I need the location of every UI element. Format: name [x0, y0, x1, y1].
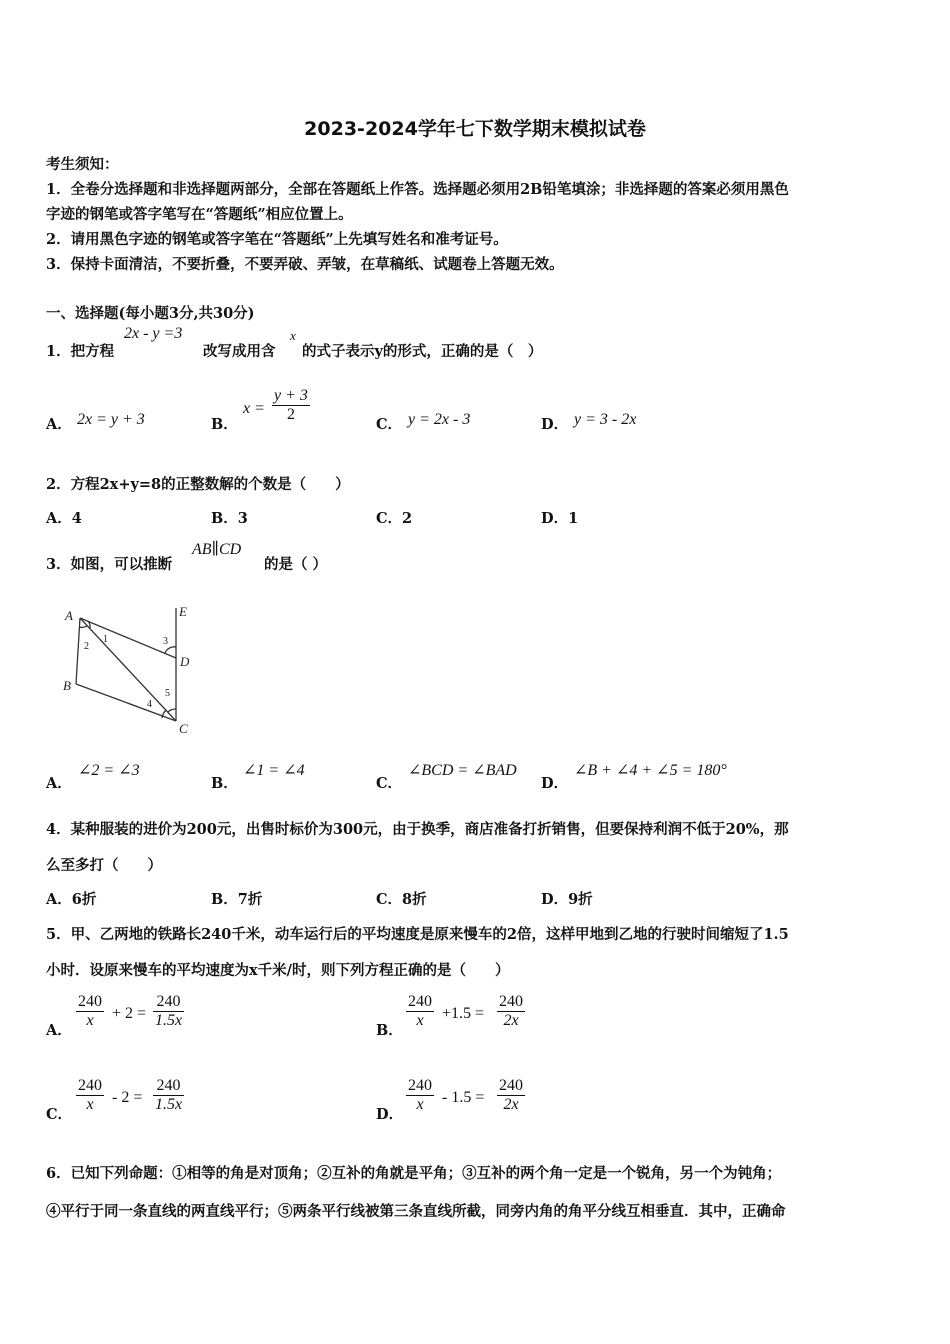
point-e-label: E [179, 604, 187, 619]
q1-option-b-numerator: y + 3 [274, 387, 308, 404]
angle-4-label: 4 [147, 699, 152, 710]
segment-ab [76, 618, 80, 684]
notice-item-1-cont: 字迹的钢笔或答字笔写在“答题纸”相应位置上。 [46, 206, 353, 223]
q1-option-b-fraction [272, 387, 310, 424]
q2-option-a: A．4 [46, 510, 82, 527]
q4-stem-line2: 么至多打（ ） [46, 857, 162, 874]
angle-2-label: 2 [84, 641, 89, 652]
q3-option-c: ∠BCD = ∠BAD [408, 762, 517, 779]
q1-label-c: C． [376, 416, 403, 433]
q2-stem: 2．方程2x+y=8的正整数解的个数是（ ） [46, 476, 350, 493]
point-d-label: D [180, 654, 190, 669]
q5-d-den-1: x [406, 1095, 434, 1114]
q5-c-den-1: x [76, 1095, 104, 1114]
q1-option-b-denominator: 2 [272, 405, 310, 424]
point-a-label: A [65, 608, 73, 623]
q3-option-a: ∠2 = ∠3 [78, 762, 140, 779]
q1-middle: 改写成用含 [203, 343, 276, 360]
q3-option-b: ∠1 = ∠4 [243, 762, 305, 779]
segment-ad [80, 618, 176, 658]
q4-option-b: B．7折 [211, 891, 263, 908]
q5-a-den-1: x [76, 1011, 104, 1030]
q5-a-frac-1 [76, 993, 104, 1030]
q5-d-frac-2 [497, 1077, 525, 1114]
q5-d-operator: - 1.5 = [442, 1089, 485, 1106]
q5-d-num-1: 240 [408, 1077, 432, 1094]
q5-label-b: B． [376, 1022, 403, 1039]
q2-option-c: C．2 [376, 510, 413, 527]
q4-option-c: C．8折 [376, 891, 427, 908]
q5-a-den-2: 1.5x [155, 1012, 183, 1029]
angle-arc-5 [168, 709, 176, 712]
q3-suffix: 的是（ ） [264, 556, 328, 573]
q5-c-frac-2 [153, 1077, 184, 1114]
section-heading: 一、选择题(每小题3分,共30分) [46, 305, 255, 322]
q2-option-d: D．1 [541, 510, 579, 527]
q1-label-b: B． [211, 416, 238, 433]
segment-ac [80, 618, 176, 721]
q3-label-d: D． [541, 775, 569, 792]
q1-suffix: 的式子表示y的形式，正确的是（ ） [302, 343, 543, 360]
q1-option-b-lhs: x = [243, 400, 265, 417]
q5-b-den-2: 2x [497, 1011, 525, 1030]
q3-label-a: A． [46, 775, 72, 792]
q5-c-num-1: 240 [78, 1077, 102, 1094]
page-title: 2023-2024学年七下数学期末模拟试卷 [304, 118, 646, 140]
q1-label-d: D． [541, 416, 569, 433]
q1-prefix: 1．把方程 [46, 343, 115, 360]
angle-5-label: 5 [165, 688, 170, 699]
q1-label-a: A． [46, 416, 72, 433]
q5-label-d: D． [376, 1106, 404, 1123]
q1-equation: 2x - y =3 [124, 325, 183, 342]
q5-c-den-2: 1.5x [155, 1096, 183, 1113]
q5-b-num-1: 240 [408, 993, 432, 1010]
q3-option-d: ∠B + ∠4 + ∠5 = 180° [574, 762, 727, 779]
q5-c-frac-1 [76, 1077, 104, 1114]
angle-arc-2 [79, 626, 87, 627]
notice-item-1: 1．全卷分选择题和非选择题两部分，全部在答题纸上作答。选择题必须用2B铅笔填涂；非选择题的答案必须用黑色 [46, 181, 789, 198]
q5-d-num-2: 240 [499, 1077, 523, 1094]
q5-label-c: C． [46, 1106, 73, 1123]
q5-b-operator: +1.5 = [442, 1005, 485, 1022]
q5-b-frac-2 [497, 993, 525, 1030]
q3-label-c: C． [376, 775, 403, 792]
q5-a-num-2: 240 [156, 993, 181, 1010]
q5-d-frac-1 [406, 1077, 434, 1114]
q3-relation: AB∥CD [192, 541, 242, 558]
q1-var: x [290, 328, 296, 343]
q1-option-d: y = 3 - 2x [574, 411, 637, 428]
q5-b-den-1: x [406, 1011, 434, 1030]
q6-stem-line1: 6．已知下列命题：①相等的角是对顶角；②互补的角就是平角；③互补的两个角一定是一个锐角，另一个为钝角； [46, 1165, 782, 1182]
q5-b-num-2: 240 [499, 993, 523, 1010]
q5-stem-line2: 小时．设原来慢车的平均速度为x千米/时，则下列方程正确的是（ ） [46, 962, 510, 979]
q5-a-operator: + 2 = [112, 1005, 147, 1022]
angle-3-label: 3 [163, 636, 168, 647]
q1-option-c: y = 2x - 3 [408, 411, 471, 428]
q4-stem-line1: 4．某种服装的进价为200元，出售时标价为300元，由于换季，商店准备打折销售，但要保持利润不低于20%，那 [46, 821, 789, 838]
q5-label-a: A． [46, 1022, 72, 1039]
q4-option-d: D．9折 [541, 891, 593, 908]
q3-figure [58, 600, 208, 740]
point-b-label: B [63, 678, 71, 693]
q5-c-num-2: 240 [156, 1077, 181, 1094]
q3-prefix: 3．如图，可以推断 [46, 556, 173, 573]
q5-stem-line1: 5．甲、乙两地的铁路长240千米，动车运行后的平均速度是原来慢车的2倍，这样甲地到乙地的行驶时间缩短了1.5 [46, 926, 789, 943]
q6-stem-line2: ④平行于同一条直线的两直线平行；⑤两条平行线被第三条直线所截，同旁内角的角平分线互相垂直．其中，正确命 [46, 1203, 786, 1220]
angle-arc-3 [165, 647, 176, 653]
notice-item-3: 3．保持卡面清洁，不要折叠，不要弄破、弄皱，在草稿纸、试题卷上答题无效。 [46, 256, 564, 273]
q5-a-num-1: 240 [78, 993, 102, 1010]
q3-label-b: B． [211, 775, 238, 792]
point-c-label: C [179, 721, 188, 736]
q5-a-frac-2 [153, 993, 184, 1030]
segment-bc [76, 684, 176, 721]
q4-option-a: A．6折 [46, 891, 97, 908]
q1-option-a: 2x = y + 3 [77, 411, 145, 428]
q5-c-operator: - 2 = [112, 1089, 143, 1106]
q2-option-b: B．3 [211, 510, 248, 527]
notice-item-2: 2．请用黑色字迹的钢笔或答字笔在“答题纸”上先填写姓名和准考证号。 [46, 231, 508, 248]
q5-b-frac-1 [406, 993, 434, 1030]
notice-heading: 考生须知： [46, 156, 119, 173]
q5-d-den-2: 2x [497, 1095, 525, 1114]
angle-1-label: 1 [103, 634, 108, 645]
